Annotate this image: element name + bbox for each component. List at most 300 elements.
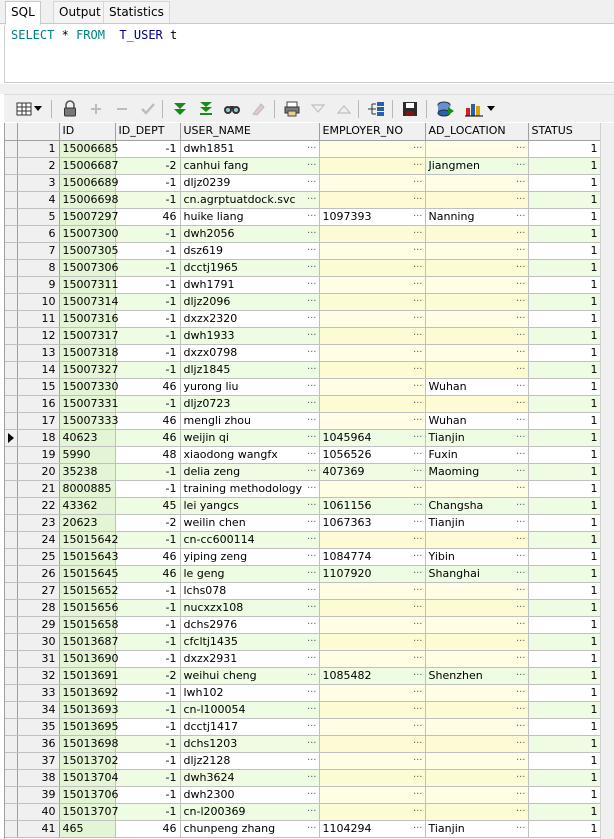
cell-editor-button-icon[interactable]: ···	[306, 193, 317, 205]
cell-employer-no[interactable]	[319, 599, 425, 616]
cell-status[interactable]	[528, 565, 601, 582]
cell-user-name[interactable]	[180, 259, 319, 276]
cell-id[interactable]	[59, 803, 119, 820]
cell-status[interactable]	[528, 327, 601, 344]
dropdown-arrow-icon[interactable]	[32, 99, 44, 119]
table-row[interactable]	[5, 650, 601, 667]
export-icon[interactable]	[436, 99, 456, 119]
cell-status[interactable]	[528, 446, 601, 463]
cell-id-dept[interactable]	[115, 752, 180, 769]
cell-employer-no[interactable]	[319, 293, 425, 310]
cell-editor-button-icon[interactable]: ···	[412, 176, 423, 188]
cell-editor-button-icon[interactable]: ···	[515, 210, 526, 222]
cell-employer-no[interactable]	[319, 752, 425, 769]
tab-output[interactable]: Output	[53, 1, 107, 23]
cell-employer-no[interactable]	[319, 378, 425, 395]
row-indicator[interactable]	[5, 344, 17, 361]
cell-editor-button-icon[interactable]: ···	[515, 159, 526, 171]
cell-employer-no[interactable]	[319, 463, 425, 480]
cell-editor-button-icon[interactable]: ···	[412, 618, 423, 630]
cell-id-dept[interactable]	[115, 582, 180, 599]
table-row[interactable]	[5, 395, 601, 412]
row-indicator[interactable]	[5, 531, 17, 548]
cell-editor-button-icon[interactable]: ···	[515, 363, 526, 375]
cell-editor-button-icon[interactable]: ···	[412, 550, 423, 562]
cell-user-name[interactable]	[180, 191, 319, 208]
cell-editor-button-icon[interactable]: ···	[515, 618, 526, 630]
cell-employer-no[interactable]	[319, 259, 425, 276]
cell-employer-no[interactable]	[319, 718, 425, 735]
cell-id[interactable]	[59, 225, 119, 242]
cell-user-name[interactable]	[180, 327, 319, 344]
cell-editor-button-icon[interactable]: ···	[306, 601, 317, 613]
cell-status[interactable]	[528, 208, 601, 225]
cell-ad-location[interactable]	[425, 395, 528, 412]
cell-employer-no[interactable]	[319, 616, 425, 633]
cell-editor-button-icon[interactable]: ···	[412, 329, 423, 341]
cell-id-dept[interactable]	[115, 140, 180, 157]
cell-editor-button-icon[interactable]: ···	[306, 278, 317, 290]
cell-id-dept[interactable]	[115, 701, 180, 718]
row-indicator[interactable]	[5, 429, 17, 446]
cell-ad-location[interactable]	[425, 361, 528, 378]
cell-ad-location[interactable]	[425, 820, 528, 837]
cell-status[interactable]	[528, 293, 601, 310]
cell-user-name[interactable]	[180, 565, 319, 582]
cell-ad-location[interactable]	[425, 633, 528, 650]
cell-editor-button-icon[interactable]: ···	[412, 482, 423, 494]
cell-status[interactable]	[528, 667, 601, 684]
cell-editor-button-icon[interactable]: ···	[412, 533, 423, 545]
cell-employer-no[interactable]	[319, 344, 425, 361]
fetch-next-icon[interactable]	[170, 99, 190, 119]
cell-editor-button-icon[interactable]: ···	[515, 703, 526, 715]
table-row[interactable]	[5, 684, 601, 701]
cell-editor-button-icon[interactable]: ···	[412, 465, 423, 477]
table-row[interactable]	[5, 259, 601, 276]
cell-editor-button-icon[interactable]: ···	[412, 584, 423, 596]
cell-editor-button-icon[interactable]: ···	[412, 737, 423, 749]
cell-user-name[interactable]	[180, 344, 319, 361]
cell-editor-button-icon[interactable]: ···	[412, 142, 423, 154]
cell-editor-button-icon[interactable]: ···	[306, 261, 317, 273]
cell-employer-no[interactable]	[319, 786, 425, 803]
cell-editor-button-icon[interactable]: ···	[412, 397, 423, 409]
table-row[interactable]	[5, 616, 601, 633]
cell-id[interactable]	[59, 497, 115, 514]
row-indicator[interactable]	[5, 463, 17, 480]
row-indicator[interactable]	[5, 497, 17, 514]
cell-user-name[interactable]	[180, 174, 319, 191]
cell-id[interactable]	[59, 191, 119, 208]
row-indicator[interactable]	[5, 650, 17, 667]
cell-id-dept[interactable]	[115, 735, 180, 752]
cell-id-dept[interactable]	[115, 599, 180, 616]
cell-id[interactable]	[59, 548, 119, 565]
find-icon[interactable]	[222, 99, 242, 119]
sort-icon[interactable]	[334, 99, 354, 119]
table-row[interactable]	[5, 276, 601, 293]
cell-employer-no[interactable]	[319, 429, 425, 446]
cell-editor-button-icon[interactable]: ···	[412, 346, 423, 358]
cell-editor-button-icon[interactable]: ···	[306, 380, 317, 392]
cell-ad-location[interactable]	[425, 293, 528, 310]
cell-ad-location[interactable]	[425, 701, 528, 718]
cell-status[interactable]	[528, 463, 601, 480]
cell-id-dept[interactable]	[115, 616, 180, 633]
cell-employer-no[interactable]	[319, 565, 425, 582]
cell-editor-button-icon[interactable]: ···	[515, 465, 526, 477]
cell-id-dept[interactable]	[115, 803, 180, 820]
cell-editor-button-icon[interactable]: ···	[306, 227, 317, 239]
cell-ad-location[interactable]	[425, 616, 528, 633]
cell-user-name[interactable]	[180, 412, 319, 429]
cell-editor-button-icon[interactable]: ···	[515, 346, 526, 358]
cell-editor-button-icon[interactable]: ···	[306, 499, 317, 511]
cell-editor-button-icon[interactable]: ···	[412, 788, 423, 800]
table-row[interactable]	[5, 157, 601, 174]
filter-icon[interactable]	[308, 99, 328, 119]
cell-ad-location[interactable]	[425, 446, 528, 463]
cell-status[interactable]	[528, 276, 601, 293]
table-row[interactable]	[5, 225, 601, 242]
cell-editor-button-icon[interactable]: ···	[515, 788, 526, 800]
row-indicator[interactable]	[5, 395, 17, 412]
cell-employer-no[interactable]	[319, 361, 425, 378]
cell-editor-button-icon[interactable]: ···	[412, 703, 423, 715]
table-row[interactable]	[5, 531, 601, 548]
cell-id-dept[interactable]	[115, 293, 180, 310]
cell-editor-button-icon[interactable]: ···	[412, 805, 423, 817]
result-grid[interactable]	[4, 123, 614, 839]
cell-id-dept[interactable]	[115, 565, 180, 582]
cell-status[interactable]	[528, 599, 601, 616]
cell-editor-button-icon[interactable]: ···	[306, 686, 317, 698]
row-indicator[interactable]	[5, 140, 17, 157]
table-row[interactable]	[5, 310, 601, 327]
cell-editor-button-icon[interactable]: ···	[412, 567, 423, 579]
cell-status[interactable]	[528, 497, 601, 514]
cell-status[interactable]	[528, 361, 601, 378]
cell-editor-button-icon[interactable]: ···	[515, 601, 526, 613]
cell-employer-no[interactable]	[319, 548, 425, 565]
cell-ad-location[interactable]	[425, 514, 528, 531]
row-indicator[interactable]	[5, 718, 17, 735]
cell-employer-no[interactable]	[319, 480, 425, 497]
cell-employer-no[interactable]	[319, 446, 425, 463]
cell-id-dept[interactable]	[115, 650, 180, 667]
cell-user-name[interactable]	[180, 361, 319, 378]
cell-editor-button-icon[interactable]: ···	[515, 652, 526, 664]
cell-id[interactable]	[59, 412, 119, 429]
cell-employer-no[interactable]	[319, 191, 425, 208]
row-indicator[interactable]	[5, 361, 17, 378]
cell-editor-button-icon[interactable]: ···	[412, 754, 423, 766]
vertical-scrollbar[interactable]	[600, 123, 614, 839]
cell-editor-button-icon[interactable]: ···	[306, 635, 317, 647]
column-header-id[interactable]: ID	[59, 123, 115, 140]
cell-id[interactable]	[59, 769, 119, 786]
cell-id[interactable]	[59, 531, 119, 548]
row-indicator[interactable]	[5, 616, 17, 633]
cell-id[interactable]	[59, 446, 115, 463]
cell-editor-button-icon[interactable]: ···	[412, 516, 423, 528]
cell-user-name[interactable]	[180, 582, 319, 599]
cell-id[interactable]	[59, 565, 119, 582]
cell-editor-button-icon[interactable]: ···	[412, 669, 423, 681]
cell-status[interactable]	[528, 803, 601, 820]
cell-ad-location[interactable]	[425, 191, 528, 208]
table-row[interactable]	[5, 786, 601, 803]
cell-editor-button-icon[interactable]: ···	[412, 295, 423, 307]
cell-editor-button-icon[interactable]: ···	[515, 295, 526, 307]
cell-id-dept[interactable]	[115, 174, 180, 191]
cell-editor-button-icon[interactable]: ···	[306, 244, 317, 256]
cell-status[interactable]	[528, 735, 601, 752]
cell-user-name[interactable]	[180, 514, 319, 531]
cell-user-name[interactable]	[180, 395, 319, 412]
cell-id-dept[interactable]	[115, 684, 180, 701]
cell-editor-button-icon[interactable]: ···	[515, 754, 526, 766]
cell-employer-no[interactable]	[319, 735, 425, 752]
cell-id[interactable]	[59, 327, 119, 344]
cell-id-dept[interactable]	[115, 225, 180, 242]
cell-editor-button-icon[interactable]: ···	[412, 431, 423, 443]
cell-id[interactable]	[59, 259, 119, 276]
row-indicator[interactable]	[5, 378, 17, 395]
cell-user-name[interactable]	[180, 718, 319, 735]
cell-user-name[interactable]	[180, 616, 319, 633]
cell-id-dept[interactable]	[115, 157, 180, 174]
cell-id[interactable]	[59, 174, 119, 191]
cell-status[interactable]	[528, 242, 601, 259]
cell-editor-button-icon[interactable]: ···	[515, 329, 526, 341]
cell-id-dept[interactable]	[115, 395, 180, 412]
cell-editor-button-icon[interactable]: ···	[306, 363, 317, 375]
row-indicator[interactable]	[5, 752, 17, 769]
row-indicator[interactable]	[5, 276, 17, 293]
row-indicator[interactable]	[5, 820, 17, 837]
cell-status[interactable]	[528, 701, 601, 718]
cell-editor-button-icon[interactable]: ···	[412, 261, 423, 273]
cell-id-dept[interactable]	[115, 344, 180, 361]
table-row[interactable]	[5, 378, 601, 395]
cell-id[interactable]	[59, 361, 119, 378]
cell-id-dept[interactable]	[115, 378, 180, 395]
cell-id-dept[interactable]	[115, 191, 180, 208]
row-indicator[interactable]	[5, 480, 17, 497]
cell-status[interactable]	[528, 225, 601, 242]
cell-id[interactable]	[59, 378, 119, 395]
cell-ad-location[interactable]	[425, 140, 528, 157]
cell-editor-button-icon[interactable]: ···	[306, 346, 317, 358]
table-row[interactable]	[5, 752, 601, 769]
cell-user-name[interactable]	[180, 650, 319, 667]
cell-ad-location[interactable]	[425, 174, 528, 191]
cell-id-dept[interactable]	[115, 310, 180, 327]
cell-id[interactable]	[59, 582, 119, 599]
cell-editor-button-icon[interactable]: ···	[306, 176, 317, 188]
row-indicator[interactable]	[5, 786, 17, 803]
row-indicator[interactable]	[5, 701, 17, 718]
cell-editor-button-icon[interactable]: ···	[412, 635, 423, 647]
cell-status[interactable]	[528, 480, 601, 497]
cell-status[interactable]	[528, 310, 601, 327]
cell-user-name[interactable]	[180, 140, 319, 157]
cell-employer-no[interactable]	[319, 395, 425, 412]
row-indicator[interactable]	[5, 259, 17, 276]
cell-id-dept[interactable]	[115, 667, 180, 684]
cell-user-name[interactable]	[180, 446, 319, 463]
cell-editor-button-icon[interactable]: ···	[515, 669, 526, 681]
row-indicator[interactable]	[5, 803, 17, 820]
cell-editor-button-icon[interactable]: ···	[306, 737, 317, 749]
table-row[interactable]	[5, 633, 601, 650]
cell-editor-button-icon[interactable]: ···	[306, 516, 317, 528]
table-row[interactable]	[5, 242, 601, 259]
table-row[interactable]	[5, 208, 601, 225]
table-row[interactable]	[5, 327, 601, 344]
column-header-id-dept[interactable]: ID_DEPT	[115, 123, 180, 140]
cell-user-name[interactable]	[180, 463, 319, 480]
cell-id[interactable]	[59, 208, 119, 225]
cell-editor-button-icon[interactable]: ···	[412, 159, 423, 171]
cell-status[interactable]	[528, 820, 601, 837]
column-header-ad-location[interactable]: AD_LOCATION	[425, 123, 528, 140]
cell-status[interactable]	[528, 718, 601, 735]
cell-id-dept[interactable]	[115, 463, 180, 480]
cell-user-name[interactable]	[180, 752, 319, 769]
cell-id-dept[interactable]	[115, 786, 180, 803]
cell-editor-button-icon[interactable]: ···	[412, 244, 423, 256]
cell-user-name[interactable]	[180, 208, 319, 225]
cell-editor-button-icon[interactable]: ···	[515, 499, 526, 511]
row-indicator[interactable]	[5, 735, 17, 752]
cell-id-dept[interactable]	[115, 633, 180, 650]
sql-text[interactable]	[11, 28, 177, 42]
column-header-user-name[interactable]: USER_NAME	[180, 123, 319, 140]
cell-user-name[interactable]	[180, 310, 319, 327]
cell-editor-button-icon[interactable]: ···	[412, 193, 423, 205]
cell-user-name[interactable]	[180, 293, 319, 310]
cell-status[interactable]	[528, 395, 601, 412]
cell-ad-location[interactable]	[425, 480, 528, 497]
cell-id[interactable]	[59, 157, 119, 174]
row-indicator[interactable]	[5, 327, 17, 344]
cell-ad-location[interactable]	[425, 667, 528, 684]
cell-id-dept[interactable]	[115, 242, 180, 259]
cell-editor-button-icon[interactable]: ···	[515, 312, 526, 324]
cell-ad-location[interactable]	[425, 208, 528, 225]
table-row[interactable]	[5, 344, 601, 361]
cell-editor-button-icon[interactable]: ···	[306, 533, 317, 545]
cell-employer-no[interactable]	[319, 327, 425, 344]
chart-icon[interactable]	[464, 99, 484, 119]
cell-id[interactable]	[59, 650, 119, 667]
cell-employer-no[interactable]	[319, 157, 425, 174]
cell-editor-button-icon[interactable]: ···	[306, 414, 317, 426]
table-row[interactable]	[5, 361, 601, 378]
cell-editor-button-icon[interactable]: ···	[412, 363, 423, 375]
cell-ad-location[interactable]	[425, 242, 528, 259]
cell-id-dept[interactable]	[115, 276, 180, 293]
cell-employer-no[interactable]	[319, 412, 425, 429]
cell-user-name[interactable]	[180, 769, 319, 786]
cell-editor-button-icon[interactable]: ···	[515, 414, 526, 426]
cell-id-dept[interactable]	[115, 361, 180, 378]
cell-status[interactable]	[528, 259, 601, 276]
cell-user-name[interactable]	[180, 701, 319, 718]
cell-editor-button-icon[interactable]: ···	[306, 397, 317, 409]
cell-editor-button-icon[interactable]: ···	[306, 159, 317, 171]
table-row[interactable]	[5, 769, 601, 786]
row-indicator[interactable]	[5, 191, 17, 208]
cell-status[interactable]	[528, 633, 601, 650]
cell-editor-button-icon[interactable]: ···	[515, 567, 526, 579]
cell-editor-button-icon[interactable]: ···	[412, 448, 423, 460]
cell-id[interactable]	[59, 140, 119, 157]
cell-editor-button-icon[interactable]: ···	[306, 295, 317, 307]
row-indicator[interactable]	[5, 225, 17, 242]
cell-id[interactable]	[59, 293, 119, 310]
cell-status[interactable]	[528, 514, 601, 531]
cell-editor-button-icon[interactable]: ···	[515, 720, 526, 732]
cell-ad-location[interactable]	[425, 786, 528, 803]
cell-id-dept[interactable]	[115, 327, 180, 344]
cell-editor-button-icon[interactable]: ···	[515, 516, 526, 528]
row-indicator[interactable]	[5, 242, 17, 259]
cell-employer-no[interactable]	[319, 820, 425, 837]
row-indicator[interactable]	[5, 514, 17, 531]
cell-editor-button-icon[interactable]: ···	[306, 720, 317, 732]
cell-editor-button-icon[interactable]: ···	[306, 312, 317, 324]
cell-ad-location[interactable]	[425, 344, 528, 361]
cell-status[interactable]	[528, 412, 601, 429]
table-row[interactable]	[5, 497, 601, 514]
cell-employer-no[interactable]	[319, 514, 425, 531]
table-row[interactable]	[5, 548, 601, 565]
cell-id-dept[interactable]	[115, 820, 180, 837]
cell-editor-button-icon[interactable]: ···	[306, 482, 317, 494]
cell-editor-button-icon[interactable]: ···	[306, 703, 317, 715]
query-by-example-icon[interactable]	[366, 99, 386, 119]
cell-ad-location[interactable]	[425, 599, 528, 616]
cell-id[interactable]	[59, 395, 119, 412]
cell-editor-button-icon[interactable]: ···	[412, 601, 423, 613]
fetch-last-icon[interactable]	[196, 99, 216, 119]
cell-ad-location[interactable]	[425, 327, 528, 344]
cell-editor-button-icon[interactable]: ···	[306, 618, 317, 630]
cell-editor-button-icon[interactable]: ···	[306, 805, 317, 817]
cell-employer-no[interactable]	[319, 667, 425, 684]
cell-id[interactable]	[59, 684, 119, 701]
row-indicator[interactable]	[5, 208, 17, 225]
cell-id[interactable]	[59, 310, 119, 327]
lock-icon[interactable]	[60, 99, 80, 119]
cell-employer-no[interactable]	[319, 310, 425, 327]
cell-ad-location[interactable]	[425, 429, 528, 446]
cell-id[interactable]	[59, 276, 119, 293]
table-row[interactable]	[5, 191, 601, 208]
row-indicator[interactable]	[5, 157, 17, 174]
cell-id[interactable]	[59, 429, 115, 446]
cell-ad-location[interactable]	[425, 497, 528, 514]
table-row[interactable]	[5, 582, 601, 599]
cell-id[interactable]	[59, 514, 115, 531]
cell-employer-no[interactable]	[319, 531, 425, 548]
cell-status[interactable]	[528, 344, 601, 361]
cell-user-name[interactable]	[180, 803, 319, 820]
